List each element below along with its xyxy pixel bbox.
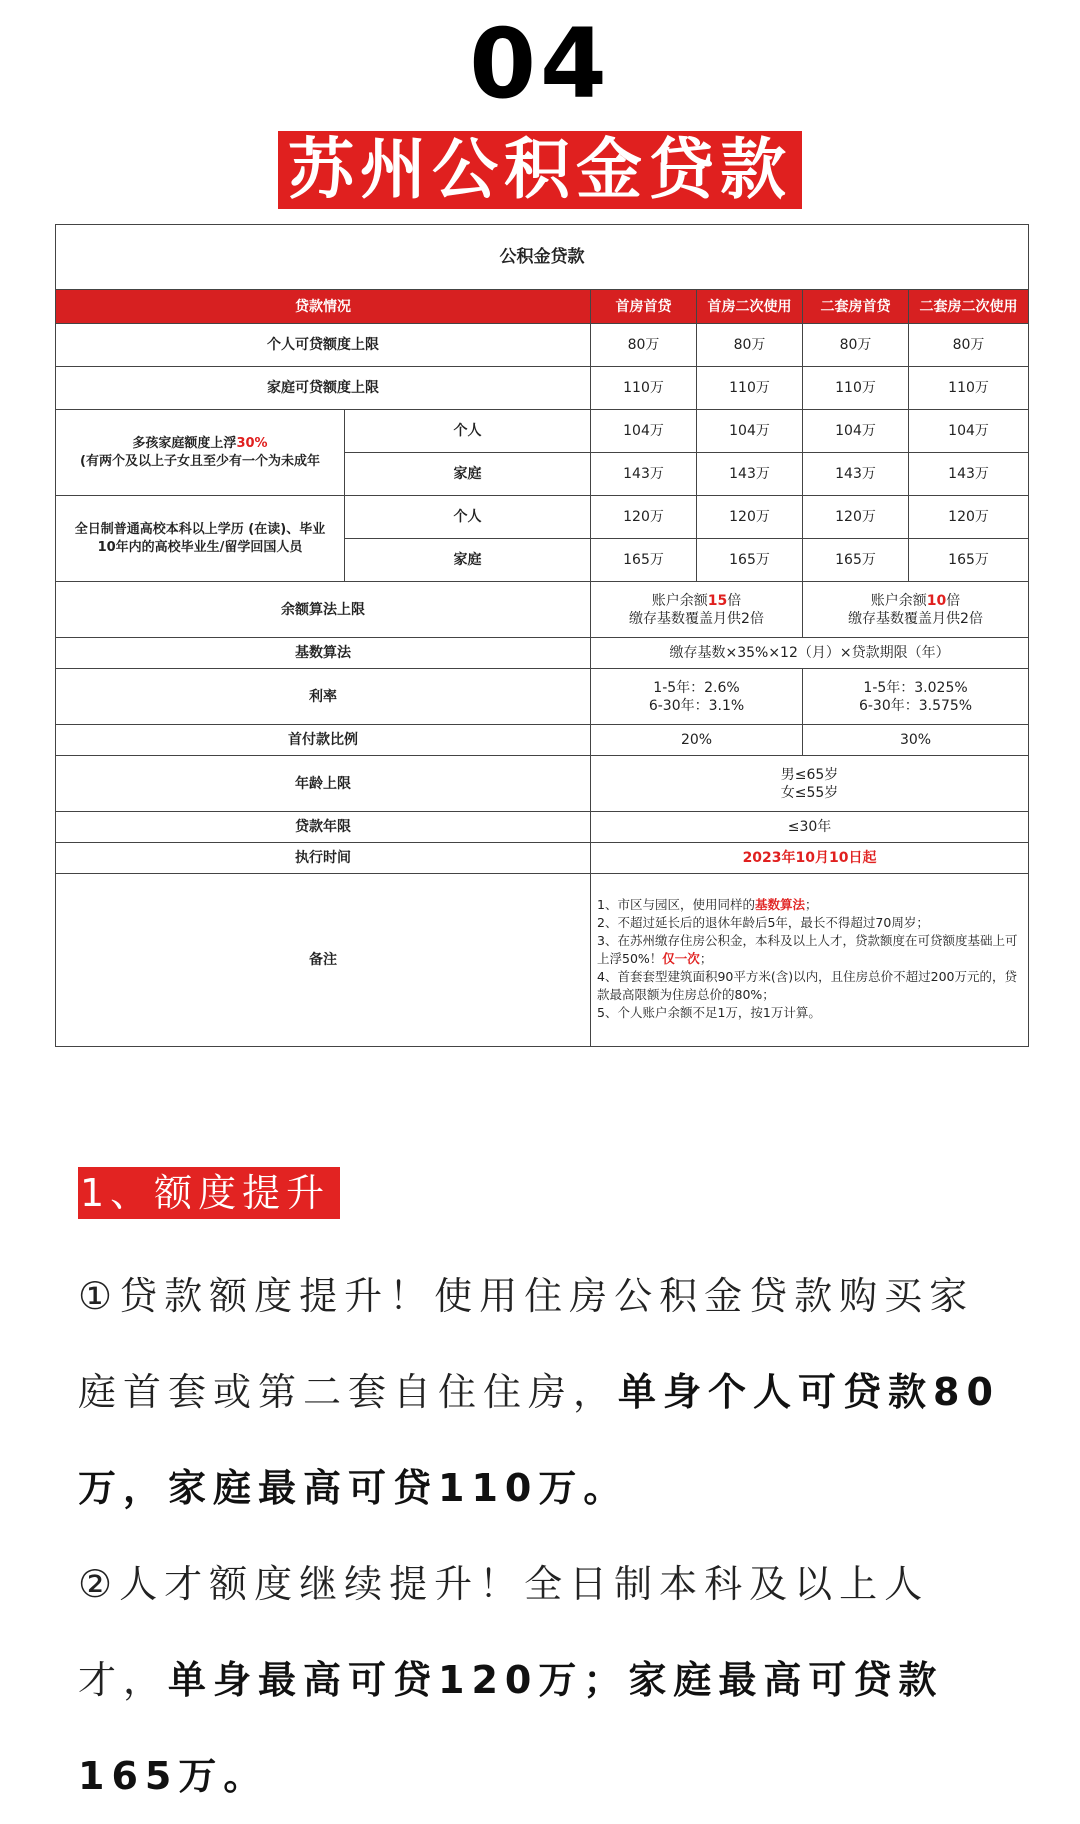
paragraph-text: ②人才额度继续提升！全日制本科及以上人才， (78, 1562, 930, 1702)
table-row (56, 324, 1029, 367)
row-label-talent (56, 496, 345, 582)
table-cell: 120万 (909, 496, 1029, 539)
row-label: 年龄上限 (56, 756, 591, 812)
paragraph-emphasis: 单身个人可贷款80万，家庭最高可贷110万。 (78, 1370, 1000, 1510)
table-cell: 110万 (803, 367, 909, 410)
table-row (56, 812, 1029, 843)
label-text: 10年内的高校毕业生/留学回国人员 (97, 539, 303, 555)
table-cell: 165万 (697, 539, 803, 582)
remark-highlight: 基数算法 (754, 897, 805, 912)
table-header-row (56, 290, 1029, 324)
remark-text: 3、在苏州缴存住房公积金，本科及以上人才，贷款额度在可贷额度基础上可上浮50%！ (597, 933, 1018, 966)
remark-item: 2、不超过延长后的退休年龄后5年，最长不得超过70周岁； (597, 915, 929, 930)
table-cell: 110万 (591, 367, 697, 410)
table-cell (803, 582, 1029, 638)
table-cell: 30% (803, 725, 1029, 756)
table-cell: 80万 (803, 324, 909, 367)
table-cell (591, 756, 1029, 812)
table-cell: 143万 (697, 453, 803, 496)
table-cell: 143万 (909, 453, 1029, 496)
section-heading: 1、额度提升 (78, 1167, 340, 1219)
effective-date: 2023年10月10日起 (591, 843, 1029, 874)
remark-item (597, 932, 1024, 968)
header-cell: 二套房首贷 (803, 290, 909, 324)
remark-item (597, 896, 1024, 914)
remark-text: ； (804, 897, 818, 912)
table-cell: 165万 (803, 539, 909, 582)
table-cell (591, 582, 803, 638)
table-cell: 143万 (803, 453, 909, 496)
row-label-multi-child (56, 410, 345, 496)
table-cell: 80万 (909, 324, 1029, 367)
table-cell: 120万 (803, 496, 909, 539)
label-text: 全日制普通高校本科以上学历 (在读)、毕业 (74, 521, 326, 537)
cell-text: 1-5年：3.025% (863, 679, 968, 696)
table-cell: 120万 (697, 496, 803, 539)
row-label: 余额算法上限 (56, 582, 591, 638)
table-cell: 143万 (591, 453, 697, 496)
table-cell: 80万 (697, 324, 803, 367)
table-cell: 110万 (909, 367, 1029, 410)
table-cell: 104万 (803, 410, 909, 453)
table-cell: 104万 (697, 410, 803, 453)
table-row (56, 582, 1029, 638)
paragraph (78, 1536, 1013, 1824)
paragraph (78, 1248, 1013, 1536)
table-row (56, 410, 1029, 453)
remark-text: ； (699, 951, 713, 966)
table-cell: ≤30年 (591, 812, 1029, 843)
table-cell: 20% (591, 725, 803, 756)
table-caption: 公积金贷款 (56, 225, 1029, 290)
cell-text: 6-30年：3.575% (858, 697, 973, 714)
row-label: 首付款比例 (56, 725, 591, 756)
section-body (78, 1248, 1013, 1824)
remark-text: 1、市区与园区，使用同样的 (597, 897, 755, 912)
table-row (56, 496, 1029, 539)
header-cell: 首房首贷 (591, 290, 697, 324)
table-cell: 110万 (697, 367, 803, 410)
row-label: 个人可贷额度上限 (56, 324, 591, 367)
loan-table (55, 224, 1029, 1047)
table-cell (591, 669, 803, 725)
table-cell: 80万 (591, 324, 697, 367)
row-label: 执行时间 (56, 843, 591, 874)
table-cell: 165万 (591, 539, 697, 582)
sub-label: 个人 (345, 496, 591, 539)
header-cell: 贷款情况 (56, 290, 591, 324)
label-highlight: 30% (236, 435, 268, 451)
table-row (56, 669, 1029, 725)
label-text: (有两个及以上子女且至少有一个为未成年 (80, 453, 320, 469)
remark-highlight: 仅一次 (662, 951, 700, 966)
table-cell: 缴存基数×35%×12（月）×贷款期限（年） (591, 638, 1029, 669)
sub-label: 家庭 (345, 453, 591, 496)
table-row (56, 638, 1029, 669)
table-cell (803, 669, 1029, 725)
cell-text: 账户余额 (870, 592, 927, 609)
table-row (56, 367, 1029, 410)
row-label: 家庭可贷额度上限 (56, 367, 591, 410)
label-text: 多孩家庭额度上浮 (132, 435, 237, 451)
paragraph-text: ①贷款额度提升！使用住房公积金贷款购买家庭首套或第二套自住住房， (78, 1274, 975, 1414)
row-label: 贷款年限 (56, 812, 591, 843)
table-row (56, 725, 1029, 756)
table-cell: 120万 (591, 496, 697, 539)
cell-text: 女≤55岁 (780, 784, 839, 801)
table-cell: 104万 (909, 410, 1029, 453)
header-cell: 首房二次使用 (697, 290, 803, 324)
cell-highlight: 10 (926, 592, 947, 609)
cell-text: 账户余额 (651, 592, 708, 609)
sub-label: 家庭 (345, 539, 591, 582)
cell-text: 1-5年：2.6% (653, 679, 740, 696)
cell-text: 6-30年：3.1% (648, 697, 745, 714)
cell-text: 倍 (946, 592, 961, 609)
cell-text: 缴存基数覆盖月供2倍 (848, 610, 983, 627)
header-cell: 二套房二次使用 (909, 290, 1029, 324)
table-cell: 104万 (591, 410, 697, 453)
remark-item: 4、首套套型建筑面积90平方米(含)以内，且住房总价不超过200万元的，贷款最高限额为住房总价的80%； (597, 969, 1017, 1002)
cell-text: 倍 (727, 592, 742, 609)
table-row (56, 756, 1029, 812)
page-title: 苏州公积金贷款 (278, 131, 802, 209)
sub-label: 个人 (345, 410, 591, 453)
row-label: 利率 (56, 669, 591, 725)
remark-item: 5、个人账户余额不足1万，按1万计算。 (597, 1005, 821, 1020)
section-number: 04 (469, 8, 611, 120)
loan-table-wrap (55, 224, 1028, 1047)
cell-highlight: 15 (707, 592, 728, 609)
table-cell: 165万 (909, 539, 1029, 582)
cell-text: 男≤65岁 (780, 766, 839, 783)
table-row (56, 843, 1029, 874)
cell-text: 缴存基数覆盖月供2倍 (629, 610, 764, 627)
row-label: 备注 (56, 874, 591, 1047)
remarks-cell (591, 874, 1029, 1047)
row-label: 基数算法 (56, 638, 591, 669)
paragraph-emphasis: 单身最高可贷120万；家庭最高可贷款165万。 (78, 1658, 944, 1798)
table-row (56, 874, 1029, 1047)
